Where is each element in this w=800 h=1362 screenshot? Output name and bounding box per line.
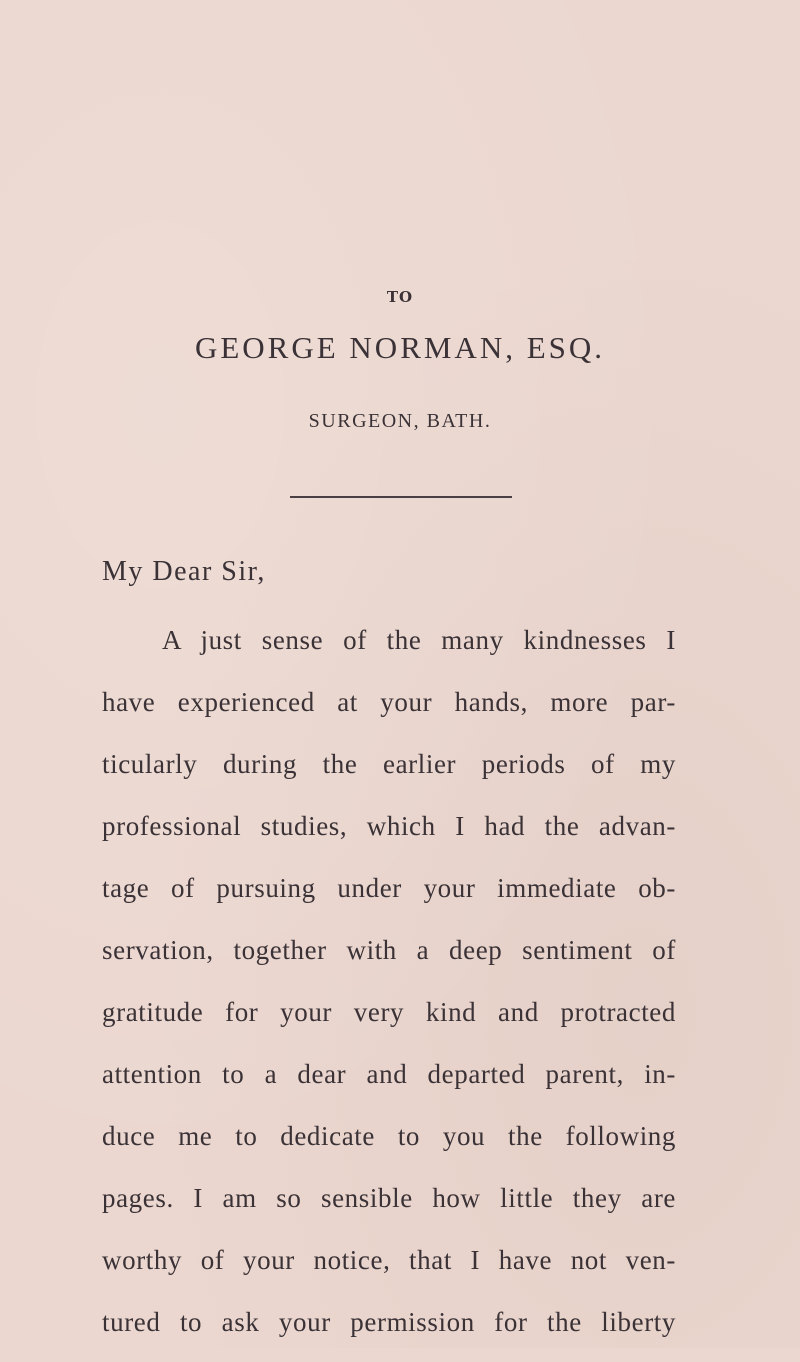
- text-line: ticularly during the earlier periods of my: [102, 749, 676, 779]
- letter-salutation: My Dear Sir,: [102, 556, 266, 587]
- section-divider: [290, 496, 512, 498]
- text-line: worthy of your notice, that I have not ven-: [102, 1245, 676, 1275]
- text-line: attention to a dear and departed parent, in-: [102, 1059, 676, 1089]
- dedication-recipient: GEORGE NORMAN, ESQ.: [194, 330, 606, 365]
- text-line: duce me to dedicate to you the following: [102, 1121, 676, 1151]
- dedication-to: TO: [386, 288, 414, 306]
- text-line: servation, together with a deep sentiment of: [102, 935, 676, 965]
- text-line: professional studies, which I had the advan-: [102, 811, 676, 841]
- text-line: tured to ask your permission for the liberty: [102, 1307, 676, 1337]
- text-line: have experienced at your hands, more par-: [102, 687, 676, 717]
- text-line: gratitude for your very kind and protracted: [102, 997, 676, 1027]
- letter-body: [102, 618, 676, 1362]
- text-line: pages. I am so sensible how little they are: [102, 1183, 676, 1213]
- text-line: A just sense of the many kindnesses I: [162, 625, 676, 655]
- text-line: tage of pursuing under your immediate ob-: [102, 873, 676, 903]
- dedication-subtitle: SURGEON, BATH.: [308, 410, 492, 432]
